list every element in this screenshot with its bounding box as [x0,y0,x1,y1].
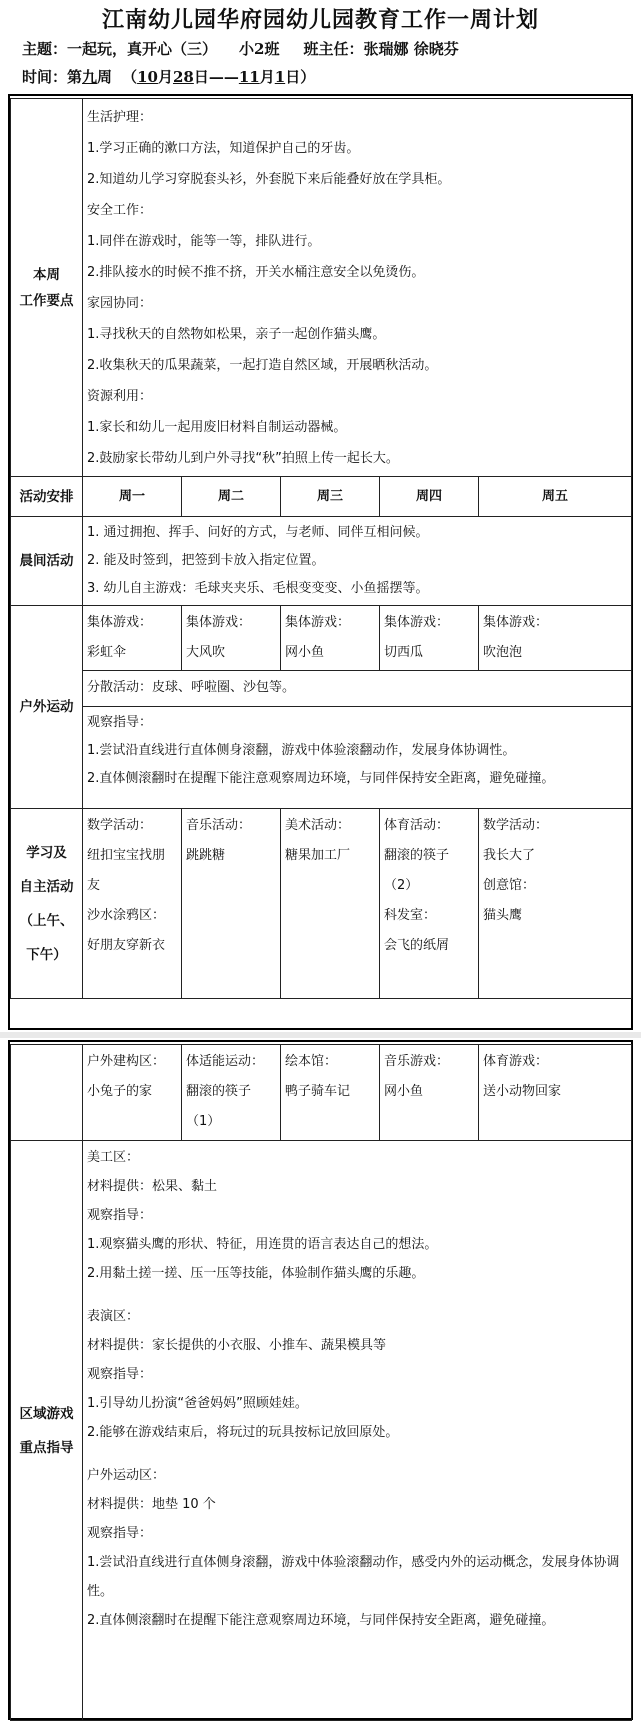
theme-value: 一起玩，真开心（三） [67,40,218,58]
morning-line: 1. 通过拥抱、挥手、问好的方式，与老师、同伴互相问候。 [87,525,429,540]
morning-line: 2. 能及时签到，把签到卡放入指定位置。 [87,553,325,568]
area-show-line: 2.能够在游戏结束后，将玩过的玩具按标记放回原处。 [87,1425,399,1440]
day-header-tue: 周二 [182,477,281,517]
study-thu: 体育活动： 翻滚的筷子（2） 科发室： 会飞的纸屑 [380,809,479,999]
outdoor-game-thu: 集体游戏： 切西瓜 [380,606,479,671]
area-show-material: 材料提供：家长提供的小衣服、小推车、蔬果模具等 [87,1338,387,1353]
study2-thu: 音乐游戏： 网小鱼 [380,1045,479,1141]
class-name: 小2班 [239,40,280,58]
area-art-material: 材料提供：松果、黏土 [87,1179,218,1194]
study2-mon: 户外建构区： 小兔子的家 [83,1045,182,1141]
work-point-line: 生活护理： [87,110,153,125]
area-art-title: 美工区： [87,1150,140,1165]
work-point-line: 2.知道幼儿学习穿脱套头衫，外套脱下来后能叠好放在学具柜。 [87,172,451,187]
area-sport-title: 户外运动区： [87,1468,166,1483]
day-char: 日—— [193,68,239,86]
month-char: 月 [157,68,173,86]
month-char: 月 [259,68,275,86]
end-day: 1 [274,68,286,86]
day-header-mon: 周一 [83,477,182,517]
end-month: 11 [238,68,260,86]
area-label: 区域游戏 重点指导 [11,1141,83,1721]
start-day: 28 [172,68,194,86]
week-prefix: 第 [67,68,83,86]
guide-line: 1.尝试沿直线进行直体侧身滚翻，游戏中体验滚翻动作，发展身体协调性。 [87,743,516,758]
work-point-line: 2.排队接水的时候不推不挤，开关水桶注意安全以免烫伤。 [87,265,425,280]
work-point-line: 安全工作： [87,203,153,218]
work-points-label: 本周 工作要点 [11,99,83,477]
outdoor-game-tue: 集体游戏： 大风吹 [182,606,281,671]
date-open: （ [122,68,138,86]
outdoor-game-fri: 集体游戏： 吹泡泡 [479,606,632,671]
study-fri: 数学活动： 我长大了 创意馆： 猫头鹰 [479,809,632,999]
morning-content [83,517,632,606]
outdoor-scattered: 分散活动：皮球、呼啦圈、沙包等。 [83,671,632,707]
work-point-line: 1.寻找秋天的自然物如松果，亲子一起创作猫头鹰。 [87,327,386,342]
work-point-line: 家园协同： [87,296,153,311]
area-content [83,1141,632,1721]
week-number: 九 [82,68,98,86]
plan-table-page2 [10,1044,632,1721]
outdoor-guide [83,707,632,809]
page-title: 江南幼儿园华府园幼儿园教育工作一周计划 [101,7,539,33]
area-sport-line: 1.尝试沿直线进行直体侧身滚翻，游戏中体验滚翻动作，感受内外的运动概念，发展身体协调性。 [87,1555,620,1599]
week-suffix: 周 [97,68,113,86]
work-point-line: 资源利用： [87,389,153,404]
study-cont-label [11,1045,83,1141]
study-wed: 美术活动： 糖果加工厂 [281,809,380,999]
area-show-guide: 观察指导： [87,1367,153,1382]
guide-title: 观察指导： [87,715,153,730]
study-tue: 音乐活动： 跳跳糖 [182,809,281,999]
morning-label: 晨间活动 [11,517,83,606]
day-header-wed: 周三 [281,477,380,517]
area-show-title: 表演区： [87,1309,140,1324]
study2-wed: 绘本馆： 鸭子骑车记 [281,1045,380,1141]
study-label: 学习及 自主活动 （上午、 下午） [11,809,83,999]
morning-line: 3. 幼儿自主游戏：毛球夹夹乐、毛根变变变、小鱼摇摆等。 [87,581,429,596]
study2-tue: 体适能运动： 翻滚的筷子（1） [182,1045,281,1141]
guide-line: 2.直体侧滚翻时在提醒下能注意观察周边环境，与同伴保持安全距离，避免碰撞。 [87,771,555,786]
area-sport-line: 2.直体侧滚翻时在提醒下能注意观察周边环境，与同伴保持安全距离，避免碰撞。 [87,1613,555,1628]
theme-label: 主题： [22,40,68,58]
start-month: 10 [137,68,158,86]
work-point-line: 2.鼓励家长带幼儿到户外寻找“秋”拍照上传一起长大。 [87,451,399,466]
work-point-line: 1.同伴在游戏时，能等一等，排队进行。 [87,234,321,249]
schedule-label: 活动安排 [11,477,83,517]
page-break [0,1032,641,1038]
theme-line [22,38,459,59]
area-art-guide: 观察指导： [87,1208,153,1223]
teacher-label: 班主任： [303,40,364,58]
work-point-line: 2.收集秋天的瓜果蔬菜，一起打造自然区域，开展晒秋活动。 [87,358,438,373]
work-point-line: 1.家长和幼儿一起用废旧材料自制运动器械。 [87,420,347,435]
teacher-names: 张瑞娜 徐晓芬 [363,40,459,58]
plan-table-page1 [10,98,632,999]
time-line [22,66,315,87]
work-point-line: 1.学习正确的漱口方法，知道保护自己的牙齿。 [87,141,360,156]
area-art-line: 1.观察猫头鹰的形状、特征，用连贯的语言表达自己的想法。 [87,1237,438,1252]
day-char: 日） [285,68,316,86]
study-mon: 数学活动： 纽扣宝宝找朋友 沙水涂鸦区： 好朋友穿新衣 [83,809,182,999]
day-header-thu: 周四 [380,477,479,517]
outdoor-game-wed: 集体游戏： 网小鱼 [281,606,380,671]
work-points-content [83,99,632,477]
day-header-fri: 周五 [479,477,632,517]
area-sport-material: 材料提供：地垫 10 个 [87,1497,216,1512]
area-sport-guide: 观察指导： [87,1526,153,1541]
study2-fri: 体育游戏： 送小动物回家 [479,1045,632,1141]
outdoor-label: 户外运动 [11,606,83,809]
outdoor-game-mon: 集体游戏： 彩虹伞 [83,606,182,671]
time-label: 时间： [22,68,68,86]
area-art-line: 2.用黏土搓一搓、压一压等技能，体验制作猫头鹰的乐趣。 [87,1266,425,1281]
area-show-line: 1.引导幼儿扮演“爸爸妈妈”照顾娃娃。 [87,1396,308,1411]
